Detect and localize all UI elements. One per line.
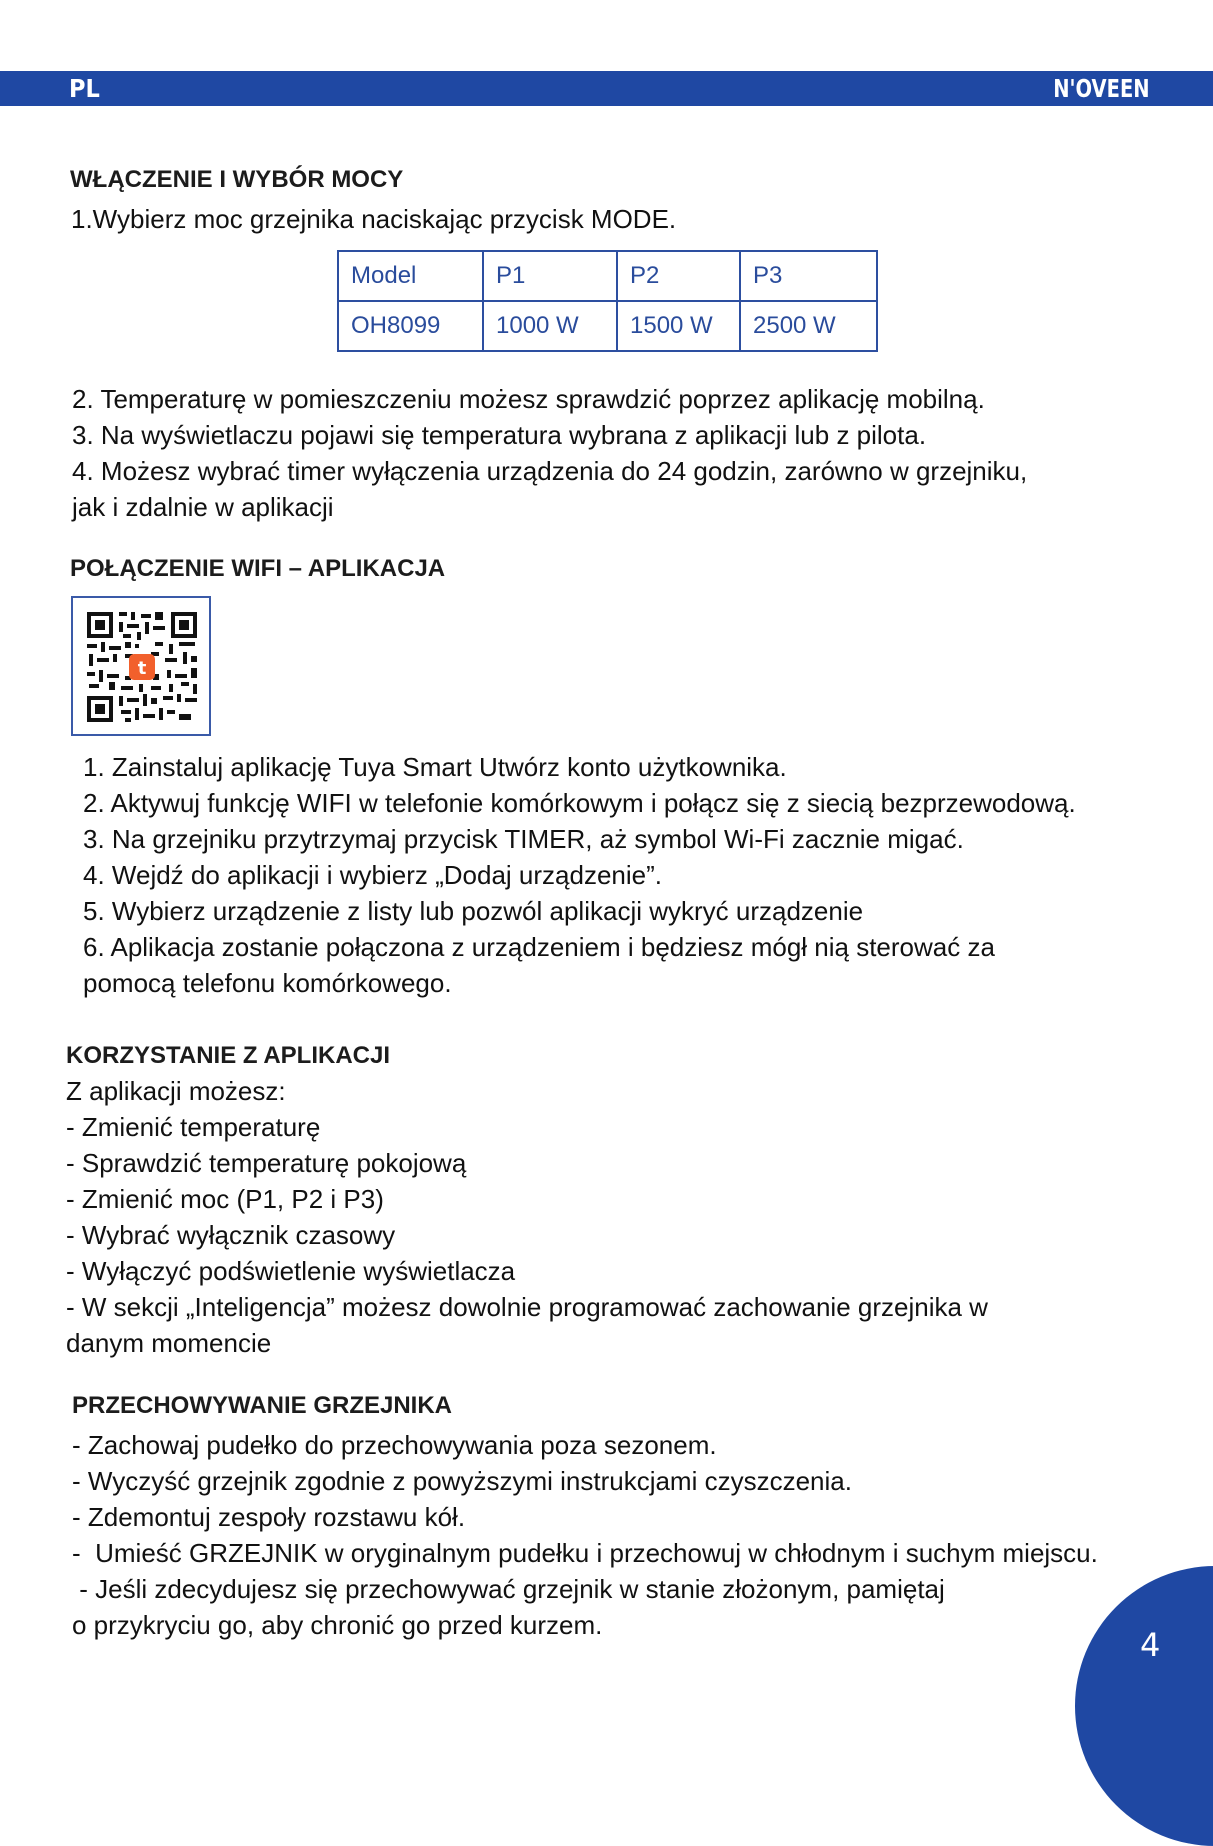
text-line: 2. Temperaturę w pomieszczeniu możesz sprawdzić poprzez aplikację mobilną.	[72, 384, 985, 414]
table-cell: 1000 W	[483, 301, 617, 351]
text-line: 2. Aktywuj funkcję WIFI w telefonie komórkowym i połącz się z siecią bezprzewodową.	[83, 788, 1076, 818]
text-line: jak i zdalnie w aplikacji	[72, 492, 334, 522]
text-line: o przykryciu go, aby chronić go przed kurzem.	[72, 1610, 603, 1640]
page-number: 4	[1140, 1626, 1161, 1664]
section-title-storage: PRZECHOWYWANIE GRZEJNIKA	[72, 1392, 453, 1419]
text-line: - W sekcji „Inteligencja” możesz dowolnie programować zachowanie grzejnika w	[66, 1292, 988, 1322]
text-line: - Zmienić temperaturę	[66, 1112, 321, 1142]
power-intro: 1.Wybierz moc grzejnika naciskając przycisk MODE.	[71, 204, 677, 234]
tuya-qr-code-icon	[71, 596, 211, 736]
table-header-row	[338, 251, 877, 301]
text-line: 3. Na grzejniku przytrzymaj przycisk TIMER, aż symbol Wi-Fi zacznie migać.	[83, 824, 964, 854]
text-line: - Wybrać wyłącznik czasowy	[66, 1220, 396, 1250]
language-code: PL	[69, 74, 100, 103]
text-line: danym momencie	[66, 1328, 272, 1358]
section-title-wifi: POŁĄCZENIE WIFI – APLIKACJA	[70, 555, 446, 582]
text-line: 1. Zainstaluj aplikację Tuya Smart Utwórz konto użytkownika.	[83, 752, 787, 782]
section-title-power: WŁĄCZENIE I WYBÓR MOCY	[70, 166, 404, 193]
text-line: 4. Wejdź do aplikacji i wybierz „Dodaj urządzenie”.	[83, 860, 662, 890]
text-line: - Wyłączyć podświetlenie wyświetlacza	[66, 1256, 516, 1286]
text-line: 3. Na wyświetlaczu pojawi się temperatura wybrana z aplikacji lub z pilota.	[72, 420, 927, 450]
table-header-cell: P1	[483, 251, 617, 301]
text-line: Z aplikacji możesz:	[66, 1076, 286, 1106]
text-line: 6. Aplikacja zostanie połączona z urządzeniem i będziesz mógł nią sterować za	[83, 932, 995, 962]
text-line: 5. Wybierz urządzenie z listy lub pozwól aplikacji wykryć urządzenie	[83, 896, 864, 926]
table-header-cell: P2	[617, 251, 740, 301]
brand-logo: N'OVEEN	[1053, 74, 1150, 103]
qr-code-graphic	[85, 610, 199, 724]
power-table	[337, 250, 878, 352]
text-line: - Wyczyść grzejnik zgodnie z powyższymi instrukcjami czyszczenia.	[72, 1466, 852, 1496]
text-line: - Zdemontuj zespoły rozstawu kół.	[72, 1502, 466, 1532]
text-line: pomocą telefonu komórkowego.	[83, 968, 452, 998]
text-line: - Zmienić moc (P1, P2 i P3)	[66, 1184, 384, 1214]
table-cell: 1500 W	[617, 301, 740, 351]
table-row	[338, 301, 877, 351]
table-cell: 2500 W	[740, 301, 877, 351]
text-line: 4. Możesz wybrać timer wyłączenia urządzenia do 24 godzin, zarówno w grzejniku,	[72, 456, 1028, 486]
text-line: - Zachowaj pudełko do przechowywania poza sezonem.	[72, 1430, 717, 1460]
table-header-cell: P3	[740, 251, 877, 301]
section-title-app-usage: KORZYSTANIE Z APLIKACJI	[66, 1042, 391, 1069]
header-bar	[0, 71, 1213, 106]
table-header-cell: Model	[338, 251, 483, 301]
table-cell: OH8099	[338, 301, 483, 351]
text-line: - Sprawdzić temperaturę pokojową	[66, 1148, 467, 1178]
text-line: - Umieść GRZEJNIK w oryginalnym pudełku i przechowuj w chłodnym i suchym miejscu.	[72, 1538, 1098, 1568]
text-line: - Jeśli zdecydujesz się przechowywać grzejnik w stanie złożonym, pamiętaj	[72, 1574, 945, 1604]
tuya-logo-letter: t	[137, 658, 147, 679]
page-corner	[1075, 1566, 1213, 1846]
